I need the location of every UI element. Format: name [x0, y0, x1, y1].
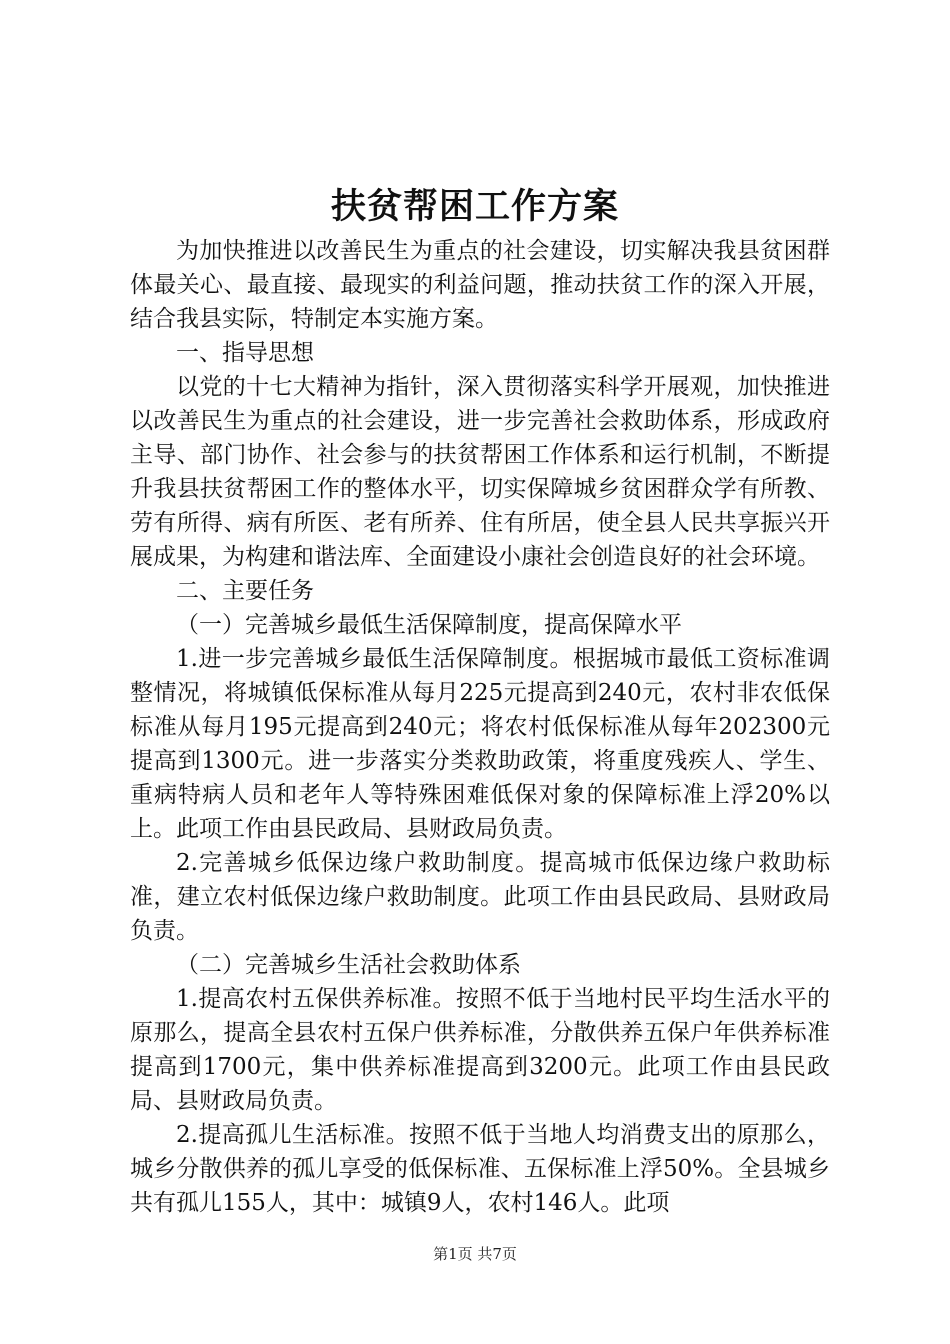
section-heading-main-tasks: 二、主要任务: [176, 578, 314, 604]
subsection-heading-1: （一）完善城乡最低生活保障制度，提高保障水平: [176, 612, 682, 638]
page-number-footer: 第1页 共7页: [433, 1245, 517, 1263]
intro-paragraph: 为加快推进以改善民生为重点的社会建设，切实解决我县贫困群体最关心、最直接、最现实的利益问题，推动扶贫工作的深入开展，结合我县实际，特制定本实施方案。: [130, 238, 830, 332]
subsection-heading-2: （二）完善城乡生活社会救助体系: [176, 952, 521, 978]
guiding-ideology-paragraph: 以党的十七大精神为指针，深入贯彻落实科学开展观，加快推进以改善民生为重点的社会建设，进一步完善社会救助体系，形成政府主导、部门协作、社会参与的扶贫帮困工作体系和运行机制，不断提升我县扶贫帮困工作的整体水平，切实保障城乡贫困群众学有所教、劳有所得、病有所医、老有所养、住有所居，使全县人民共享振兴开展成果，为构建和谐法库、全面建设小康社会创造良好的社会环境。: [130, 374, 830, 570]
document-body: [130, 234, 830, 1220]
task-paragraph-1-1: 1.进一步完善城乡最低生活保障制度。根据城市最低工资标准调整情况，将城镇低保标准从每月225元提高到240元，农村非农低保标准从每月195元提高到240元；将农村低保标准从每年202300元提高到1300元。进一步落实分类救助政策，将重度残疾人、学生、重病特病人员和老年人等特殊困难低保对象的保障标准上浮20%以上。此项工作由县民政局、县财政局负责。: [130, 646, 830, 842]
document-title: 扶贫帮困工作方案: [330, 186, 619, 227]
task-paragraph-1-2: 2.完善城乡低保边缘户救助制度。提高城市低保边缘户救助标准，建立农村低保边缘户救助制度。此项工作由县民政局、县财政局负责。: [130, 850, 830, 944]
task-paragraph-2-2: 2.提高孤儿生活标准。按照不低于当地人均消费支出的原那么，城乡分散供养的孤儿享受的低保标准、五保标准上浮50%。全县城乡共有孤儿155人，其中：城镇9人，农村146人。此项: [130, 1122, 830, 1216]
section-heading-guiding-ideology: 一、指导思想: [176, 340, 314, 366]
task-paragraph-2-1: 1.提高农村五保供养标准。按照不低于当地村民平均生活水平的原那么，提高全县农村五保户供养标准，分散供养五保户年供养标准提高到1700元，集中供养标准提高到3200元。此项工作由县民政局、县财政局负责。: [130, 986, 830, 1114]
